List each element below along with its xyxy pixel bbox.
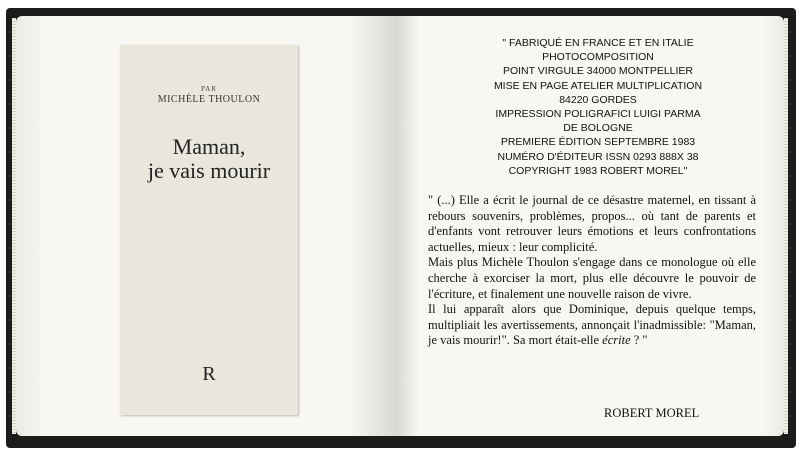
excerpt-text — [428, 193, 756, 349]
colophon-line: PHOTOCOMPOSITION — [542, 51, 654, 64]
publisher-mark: R — [202, 363, 216, 385]
excerpt-p3-italic: écrite — [602, 333, 631, 348]
colophon-line: MISE EN PAGE ATELIER MULTIPLICATION — [493, 79, 703, 92]
right-page-edges — [784, 18, 788, 434]
cover-title-line2: je vais mourir — [147, 158, 271, 183]
cover-par: PAR — [201, 85, 217, 93]
cover-author: MICHÈLE THOULON — [157, 94, 261, 105]
colophon-line: " FABRIQUÉ EN FRANCE ET EN ITALIE — [502, 37, 694, 49]
book-cover-image — [120, 45, 298, 415]
excerpt-paragraph-2: Mais plus Michèle Thoulon s'engage dans ce monologue où elle cherche à exorciser la mort, plus elle découvre le pouvoir de l'écriture, et finalement une nouvelle raison de vivre. — [428, 255, 756, 301]
colophon-line: NUMÉRO D'ÉDITEUR ISSN 0293 888X 38 — [497, 150, 699, 163]
colophon-line: COPYRIGHT 1983 ROBERT MOREL" — [508, 164, 688, 177]
colophon-line: DE BOLOGNE — [563, 122, 633, 135]
cover-title — [120, 135, 298, 183]
colophon-line: 84220 GORDES — [559, 93, 637, 106]
excerpt-paragraph-3 — [428, 302, 756, 349]
colophon — [468, 36, 728, 178]
left-page-edges — [12, 18, 16, 434]
excerpt-p3-start: Il lui apparaît alors que Dominique, depuis quelque temps, multipliait les avertissements, annonçait l'inadmissible: "Maman, je vais mourir!". Sa mort était-elle — [428, 302, 756, 348]
cover-title-line1: Maman, — [172, 134, 246, 159]
excerpt-paragraph-1: " (...) Elle a écrit le journal de ce désastre maternel, en tissant à rebours souvenirs, problèmes, propos... où tant de parents et d'enfants vont retrouver leurs émotions et leurs confrontations actuelles, mieux : leur complicité. — [428, 193, 756, 254]
colophon-line: IMPRESSION POLIGRAFICI LUIGI PARMA — [495, 108, 701, 121]
colophon-line: PREMIERE ÉDITION SEPTEMBRE 1983 — [500, 136, 696, 149]
excerpt-p3-end: ? " — [630, 333, 648, 348]
signature: ROBERT MOREL — [604, 406, 700, 420]
colophon-line: POINT VIRGULE 34000 MONTPELLIER — [502, 65, 694, 78]
